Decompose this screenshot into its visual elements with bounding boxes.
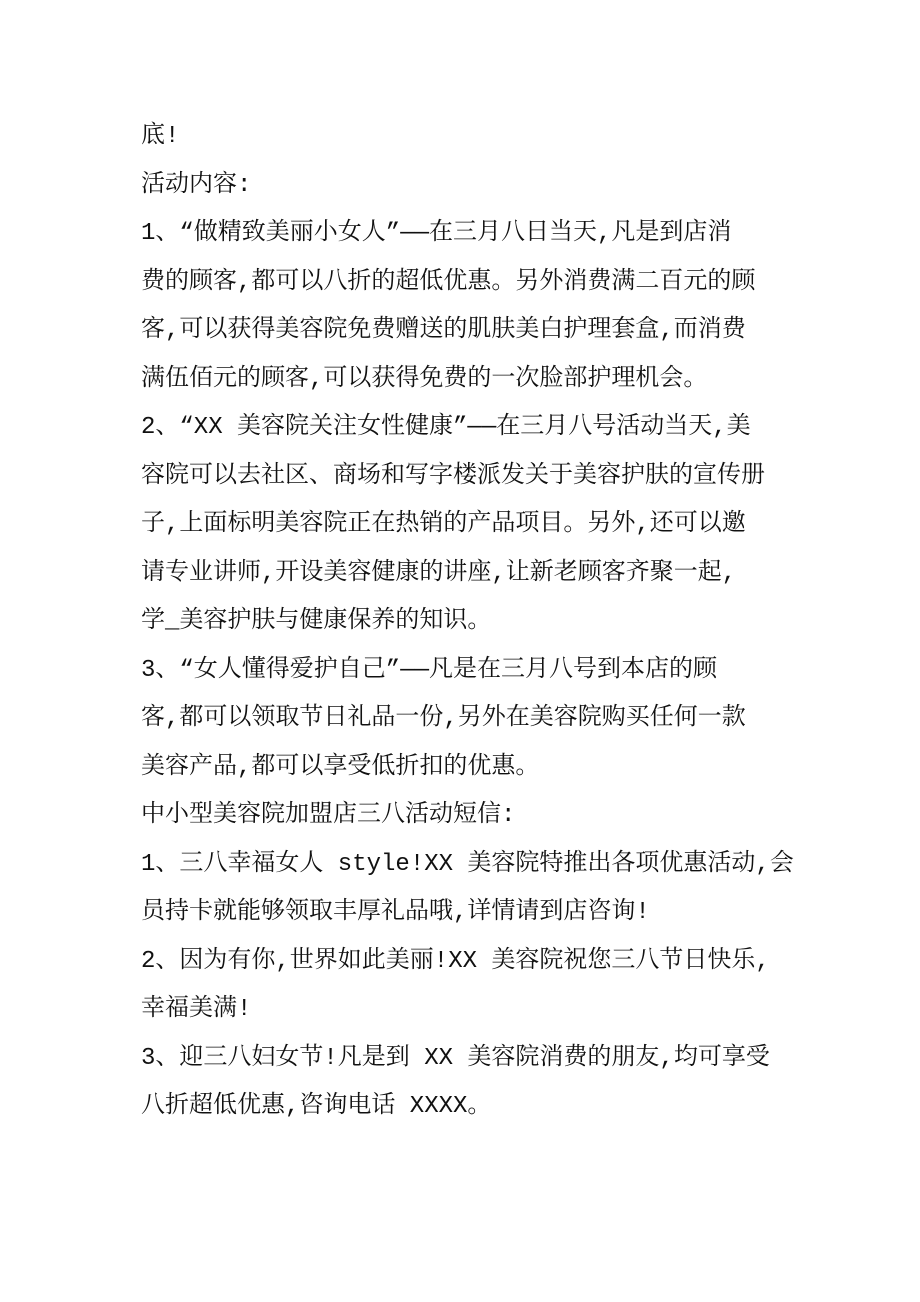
text-line: 请专业讲师,开设美容健康的讲座,让新老顾客齐聚一起, [141, 559, 737, 587]
text-line: 客,都可以领取节日礼品一份,另外在美容院购买任何一款 [141, 705, 746, 732]
text-line: 客,可以获得美容院免费赠送的肌肤美白护理套盒,而消费 [141, 317, 746, 344]
text-line: 八折超低优惠,咨询电话 XXXX。 [141, 1093, 492, 1120]
text-line: 3、“女人懂得爱护自己”——凡是在三月八号到本店的顾 [141, 656, 718, 684]
text-line: 2、因为有你,世界如此美丽!XX 美容院祝您三八节日快乐, [141, 947, 770, 975]
text-line: 学_美容护肤与健康保养的知识。 [141, 608, 492, 635]
text-line: 1、“做精致美丽小女人”——在三月八日当天,凡是到店消 [141, 220, 732, 247]
section-heading-activity-content: 活动内容: [141, 171, 252, 199]
text-line: 满伍佰元的顾客,可以获得免费的一次脸部护理机会。 [141, 365, 708, 393]
text-line: 3、迎三八妇女节!凡是到 XX 美容院消费的朋友,均可享受 [141, 1044, 770, 1072]
text-line: 费的顾客,都可以八折的超低优惠。另外消费满二百元的顾 [141, 268, 756, 296]
text-line: 2、“XX 美容院关注女性健康”——在三月八号活动当天,美 [141, 414, 751, 441]
text-line: 幸福美满! [141, 996, 252, 1023]
text-line: 员持卡就能够领取丰厚礼品哦,详情请到店咨询! [141, 899, 650, 926]
section-heading-sms: 中小型美容院加盟店三八活动短信: [141, 802, 516, 829]
text-line: 子,上面标明美容院正在热销的产品项目。另外,还可以邀 [141, 511, 746, 538]
document-body [141, 113, 794, 1132]
text-line: 容院可以去社区、商场和写字楼派发关于美容护肤的宣传册 [141, 462, 765, 490]
text-line: 美容产品,都可以享受低折扣的优惠。 [141, 753, 540, 781]
text-line: 1、三八幸福女人 style!XX 美容院特推出各项优惠活动,会 [141, 850, 794, 878]
text-line: 底! [141, 123, 180, 150]
